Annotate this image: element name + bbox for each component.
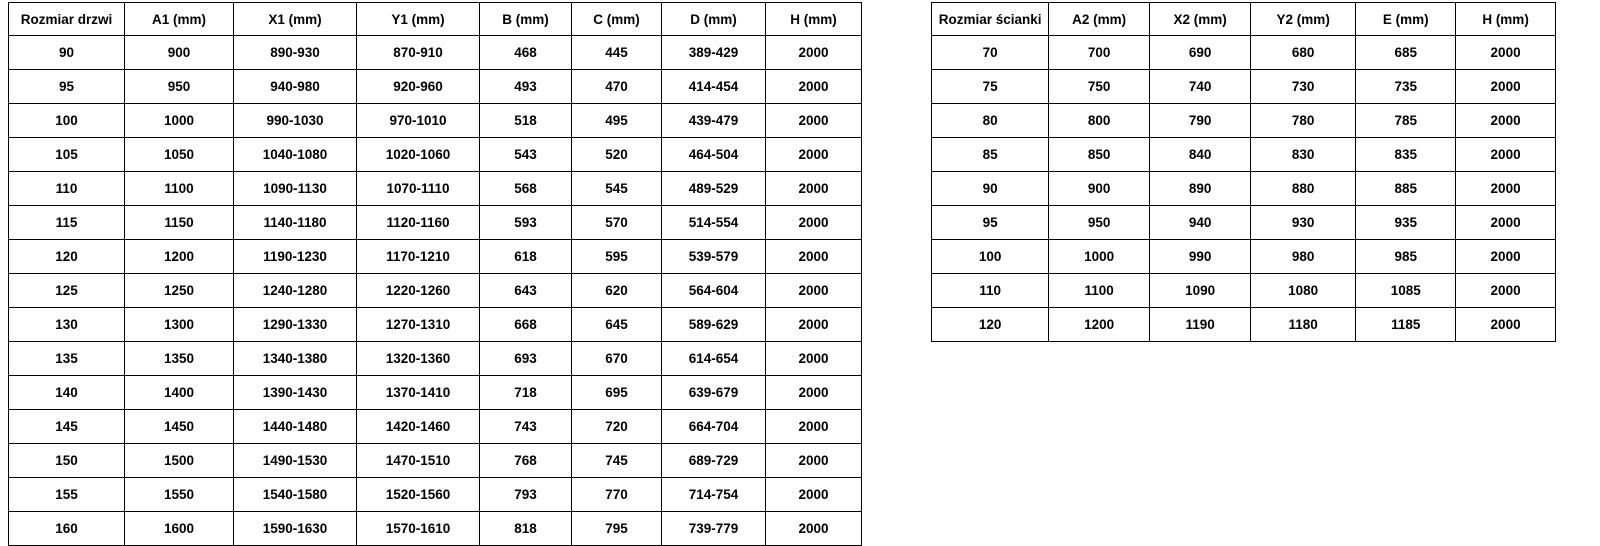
table-cell: 135	[9, 342, 125, 376]
table-row	[9, 342, 862, 376]
table-cell: 800	[1049, 104, 1150, 138]
table-cell: 990	[1150, 240, 1251, 274]
table-cell: 1020-1060	[357, 138, 480, 172]
table-cell: 620	[572, 274, 662, 308]
table-cell: 2000	[766, 240, 862, 274]
table-cell: 940	[1150, 206, 1251, 240]
table-cell: 950	[1049, 206, 1150, 240]
table-cell: 2000	[1456, 274, 1556, 308]
table-cell: 890-930	[234, 36, 357, 70]
table-cell: 1070-1110	[357, 172, 480, 206]
table-cell: 1240-1280	[234, 274, 357, 308]
walls-dimensions-table	[931, 2, 1556, 342]
table-cell: 2000	[766, 70, 862, 104]
table-cell: 614-654	[662, 342, 766, 376]
table-row	[9, 206, 862, 240]
table-cell: 645	[572, 308, 662, 342]
table-cell: 750	[1049, 70, 1150, 104]
table-cell: 125	[9, 274, 125, 308]
doors-table-header	[9, 3, 862, 36]
table-cell: 770	[572, 478, 662, 512]
table-cell: 150	[9, 444, 125, 478]
table-row	[932, 138, 1556, 172]
table-cell: 2000	[766, 138, 862, 172]
table-cell: 120	[9, 240, 125, 274]
table-cell: 2000	[766, 342, 862, 376]
table-row	[9, 410, 862, 444]
table-cell: 685	[1356, 36, 1456, 70]
table-cell: 2000	[766, 206, 862, 240]
column-header: A1 (mm)	[125, 3, 234, 36]
table-cell: 85	[932, 138, 1049, 172]
table-cell: 940-980	[234, 70, 357, 104]
table-cell: 670	[572, 342, 662, 376]
table-cell: 90	[9, 36, 125, 70]
table-cell: 389-429	[662, 36, 766, 70]
table-row	[9, 274, 862, 308]
table-cell: 489-529	[662, 172, 766, 206]
column-header: Rozmiar drzwi	[9, 3, 125, 36]
table-cell: 470	[572, 70, 662, 104]
table-cell: 1050	[125, 138, 234, 172]
table-cell: 1085	[1356, 274, 1456, 308]
table-cell: 2000	[1456, 36, 1556, 70]
table-cell: 514-554	[662, 206, 766, 240]
table-cell: 110	[9, 172, 125, 206]
table-cell: 985	[1356, 240, 1456, 274]
walls-table-header	[932, 3, 1556, 36]
table-cell: 1500	[125, 444, 234, 478]
table-cell: 2000	[766, 36, 862, 70]
table-cell: 1270-1310	[357, 308, 480, 342]
table-cell: 2000	[1456, 308, 1556, 342]
table-cell: 568	[480, 172, 572, 206]
table-cell: 2000	[766, 172, 862, 206]
table-cell: 639-679	[662, 376, 766, 410]
table-cell: 495	[572, 104, 662, 138]
table-cell: 743	[480, 410, 572, 444]
table-cell: 468	[480, 36, 572, 70]
table-cell: 1290-1330	[234, 308, 357, 342]
table-row	[932, 172, 1556, 206]
table-cell: 643	[480, 274, 572, 308]
table-cell: 75	[932, 70, 1049, 104]
column-header: Y1 (mm)	[357, 3, 480, 36]
table-cell: 140	[9, 376, 125, 410]
table-cell: 1040-1080	[234, 138, 357, 172]
column-header: H (mm)	[1456, 3, 1556, 36]
table-cell: 793	[480, 478, 572, 512]
table-cell: 739-779	[662, 512, 766, 546]
column-header: Y2 (mm)	[1251, 3, 1356, 36]
table-cell: 1470-1510	[357, 444, 480, 478]
table-cell: 1300	[125, 308, 234, 342]
table-header-row	[932, 3, 1556, 36]
table-cell: 2000	[1456, 70, 1556, 104]
table-cell: 155	[9, 478, 125, 512]
table-cell: 2000	[766, 410, 862, 444]
table-cell: 668	[480, 308, 572, 342]
table-row	[9, 104, 862, 138]
table-cell: 1090	[1150, 274, 1251, 308]
table-cell: 80	[932, 104, 1049, 138]
table-cell: 2000	[766, 444, 862, 478]
table-row	[9, 70, 862, 104]
table-cell: 2000	[766, 104, 862, 138]
table-cell: 2000	[766, 308, 862, 342]
table-cell: 980	[1251, 240, 1356, 274]
table-cell: 795	[572, 512, 662, 546]
table-cell: 95	[932, 206, 1049, 240]
table-cell: 689-729	[662, 444, 766, 478]
table-row	[932, 206, 1556, 240]
table-cell: 920-960	[357, 70, 480, 104]
table-cell: 439-479	[662, 104, 766, 138]
table-header-row	[9, 3, 862, 36]
table-cell: 1000	[1049, 240, 1150, 274]
table-cell: 1120-1160	[357, 206, 480, 240]
table-row	[932, 104, 1556, 138]
table-row	[932, 240, 1556, 274]
table-cell: 564-604	[662, 274, 766, 308]
table-cell: 1090-1130	[234, 172, 357, 206]
table-cell: 2000	[766, 478, 862, 512]
table-cell: 1440-1480	[234, 410, 357, 444]
table-cell: 2000	[766, 512, 862, 546]
table-cell: 735	[1356, 70, 1456, 104]
table-cell: 520	[572, 138, 662, 172]
table-cell: 1490-1530	[234, 444, 357, 478]
table-cell: 589-629	[662, 308, 766, 342]
table-cell: 100	[9, 104, 125, 138]
table-cell: 730	[1251, 70, 1356, 104]
table-cell: 1190	[1150, 308, 1251, 342]
table-cell: 1550	[125, 478, 234, 512]
table-cell: 745	[572, 444, 662, 478]
table-cell: 740	[1150, 70, 1251, 104]
table-cell: 1320-1360	[357, 342, 480, 376]
table-cell: 570	[572, 206, 662, 240]
column-header: E (mm)	[1356, 3, 1456, 36]
table-cell: 145	[9, 410, 125, 444]
table-cell: 1590-1630	[234, 512, 357, 546]
table-cell: 1170-1210	[357, 240, 480, 274]
table-cell: 1190-1230	[234, 240, 357, 274]
table-cell: 518	[480, 104, 572, 138]
table-cell: 120	[932, 308, 1049, 342]
table-cell: 1450	[125, 410, 234, 444]
table-cell: 1185	[1356, 308, 1456, 342]
table-cell: 850	[1049, 138, 1150, 172]
table-cell: 970-1010	[357, 104, 480, 138]
table-cell: 718	[480, 376, 572, 410]
table-cell: 900	[125, 36, 234, 70]
table-cell: 593	[480, 206, 572, 240]
table-cell: 785	[1356, 104, 1456, 138]
table-cell: 1250	[125, 274, 234, 308]
table-cell: 100	[932, 240, 1049, 274]
table-row	[9, 172, 862, 206]
table-cell: 1570-1610	[357, 512, 480, 546]
table-cell: 1000	[125, 104, 234, 138]
table-cell: 680	[1251, 36, 1356, 70]
table-cell: 930	[1251, 206, 1356, 240]
table-row	[932, 274, 1556, 308]
table-cell: 1540-1580	[234, 478, 357, 512]
doors-table-body	[9, 36, 862, 546]
column-header: H (mm)	[766, 3, 862, 36]
table-cell: 1080	[1251, 274, 1356, 308]
table-cell: 70	[932, 36, 1049, 70]
table-row	[9, 478, 862, 512]
table-cell: 2000	[1456, 206, 1556, 240]
table-cell: 695	[572, 376, 662, 410]
table-cell: 990-1030	[234, 104, 357, 138]
table-cell: 160	[9, 512, 125, 546]
table-cell: 1180	[1251, 308, 1356, 342]
table-cell: 1140-1180	[234, 206, 357, 240]
table-cell: 464-504	[662, 138, 766, 172]
table-cell: 780	[1251, 104, 1356, 138]
table-cell: 2000	[766, 274, 862, 308]
table-cell: 720	[572, 410, 662, 444]
column-header: Rozmiar ścianki	[932, 3, 1049, 36]
table-cell: 1370-1410	[357, 376, 480, 410]
table-row	[9, 240, 862, 274]
table-row	[9, 444, 862, 478]
table-cell: 110	[932, 274, 1049, 308]
column-header: X1 (mm)	[234, 3, 357, 36]
table-cell: 693	[480, 342, 572, 376]
table-cell: 1200	[125, 240, 234, 274]
column-header: C (mm)	[572, 3, 662, 36]
table-cell: 830	[1251, 138, 1356, 172]
table-cell: 1600	[125, 512, 234, 546]
table-cell: 950	[125, 70, 234, 104]
table-cell: 885	[1356, 172, 1456, 206]
column-header: B (mm)	[480, 3, 572, 36]
table-cell: 1520-1560	[357, 478, 480, 512]
table-cell: 2000	[766, 376, 862, 410]
column-header: A2 (mm)	[1049, 3, 1150, 36]
table-row	[9, 138, 862, 172]
table-cell: 539-579	[662, 240, 766, 274]
table-row	[9, 376, 862, 410]
table-row	[932, 70, 1556, 104]
table-cell: 2000	[1456, 104, 1556, 138]
table-cell: 595	[572, 240, 662, 274]
table-cell: 95	[9, 70, 125, 104]
table-cell: 543	[480, 138, 572, 172]
table-cell: 90	[932, 172, 1049, 206]
table-cell: 700	[1049, 36, 1150, 70]
table-cell: 1220-1260	[357, 274, 480, 308]
table-cell: 1200	[1049, 308, 1150, 342]
table-cell: 1100	[125, 172, 234, 206]
doors-dimensions-table	[8, 2, 862, 546]
table-cell: 835	[1356, 138, 1456, 172]
table-cell: 890	[1150, 172, 1251, 206]
table-row	[9, 308, 862, 342]
table-cell: 1400	[125, 376, 234, 410]
table-cell: 2000	[1456, 240, 1556, 274]
table-cell: 714-754	[662, 478, 766, 512]
table-cell: 493	[480, 70, 572, 104]
table-row	[9, 512, 862, 546]
table-cell: 935	[1356, 206, 1456, 240]
table-cell: 1350	[125, 342, 234, 376]
table-cell: 664-704	[662, 410, 766, 444]
column-header: D (mm)	[662, 3, 766, 36]
walls-table-body	[932, 36, 1556, 342]
table-cell: 790	[1150, 104, 1251, 138]
table-cell: 880	[1251, 172, 1356, 206]
table-cell: 414-454	[662, 70, 766, 104]
table-cell: 2000	[1456, 138, 1556, 172]
table-cell: 2000	[1456, 172, 1556, 206]
table-cell: 768	[480, 444, 572, 478]
table-row	[932, 308, 1556, 342]
table-cell: 115	[9, 206, 125, 240]
table-row	[932, 36, 1556, 70]
table-cell: 1340-1380	[234, 342, 357, 376]
table-cell: 690	[1150, 36, 1251, 70]
table-cell: 1390-1430	[234, 376, 357, 410]
table-cell: 1420-1460	[357, 410, 480, 444]
table-cell: 840	[1150, 138, 1251, 172]
table-cell: 618	[480, 240, 572, 274]
table-cell: 1100	[1049, 274, 1150, 308]
table-cell: 870-910	[357, 36, 480, 70]
table-cell: 545	[572, 172, 662, 206]
table-row	[9, 36, 862, 70]
table-cell: 818	[480, 512, 572, 546]
table-cell: 130	[9, 308, 125, 342]
table-cell: 445	[572, 36, 662, 70]
table-cell: 105	[9, 138, 125, 172]
table-cell: 1150	[125, 206, 234, 240]
column-header: X2 (mm)	[1150, 3, 1251, 36]
table-cell: 900	[1049, 172, 1150, 206]
